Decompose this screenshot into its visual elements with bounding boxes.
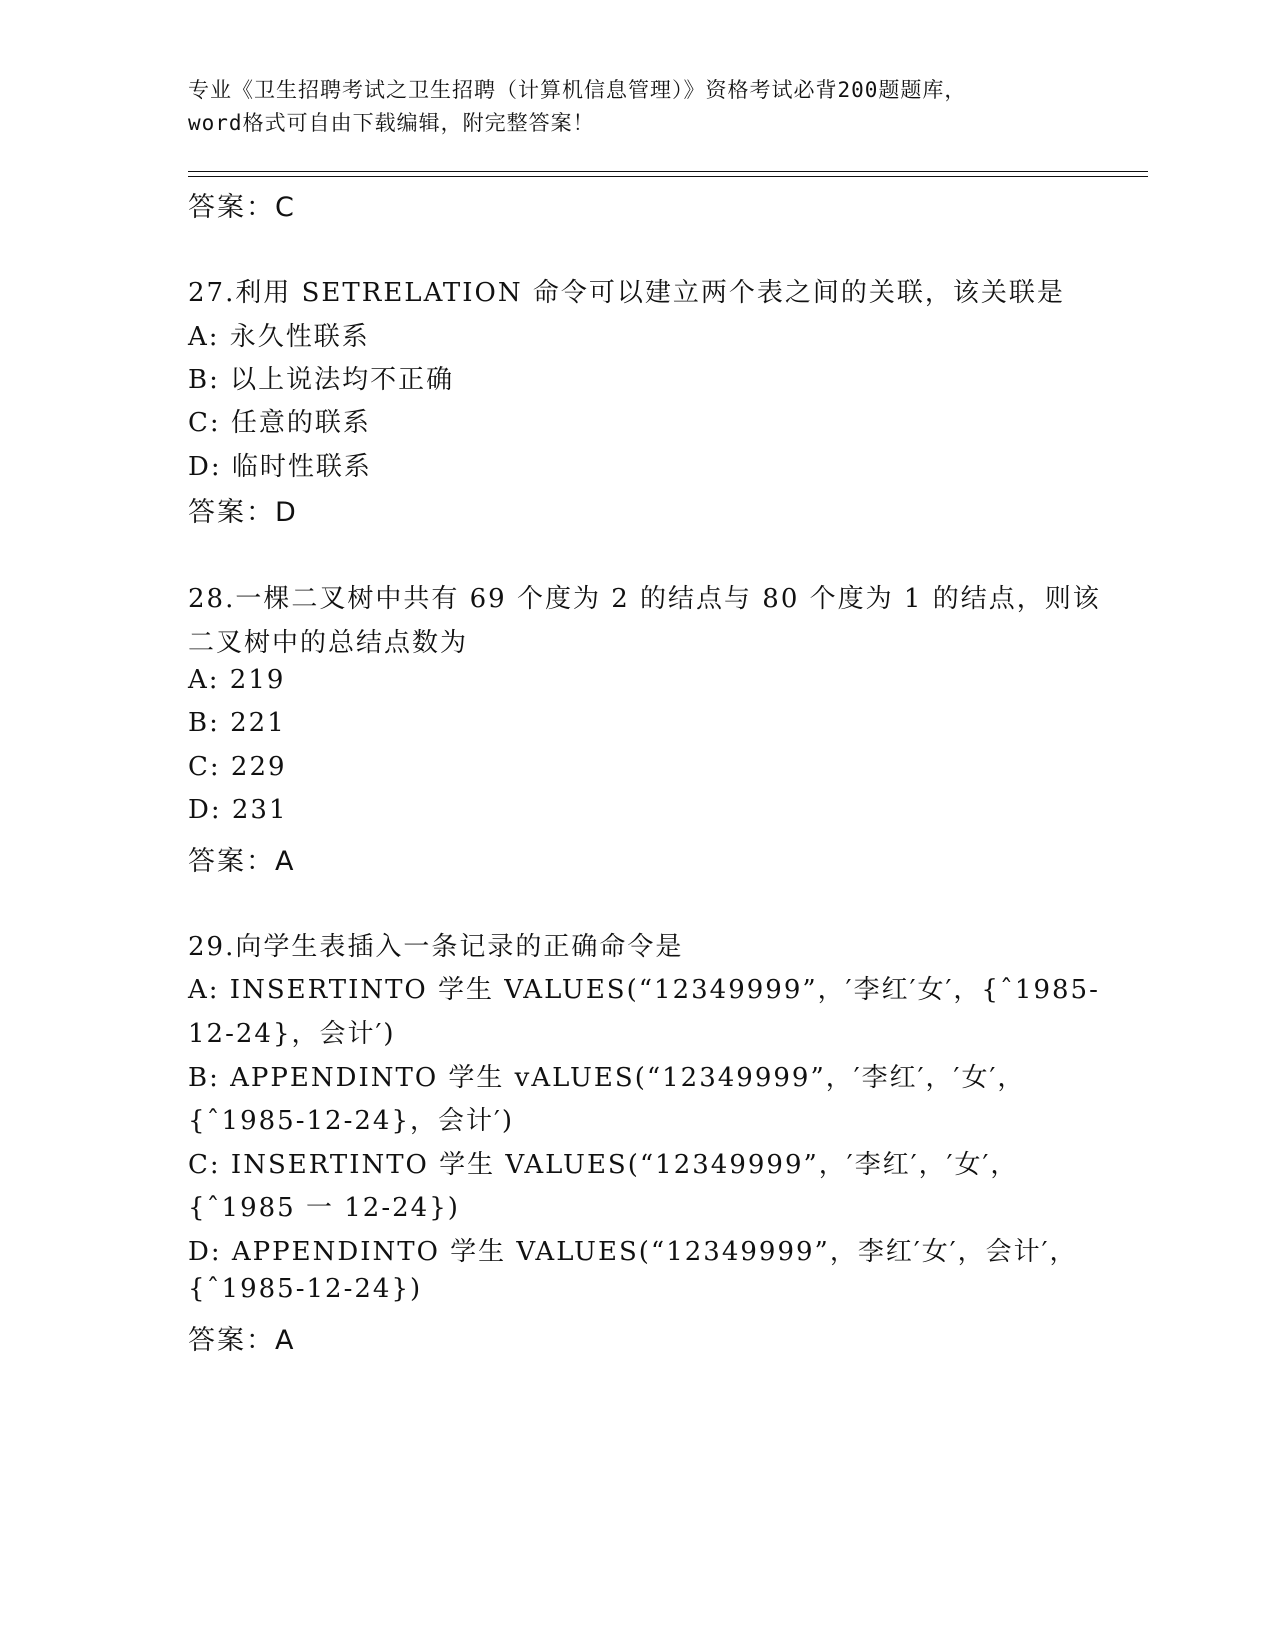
document-header xyxy=(188,74,1088,140)
answer-29: 答案：A xyxy=(188,1325,296,1356)
header-divider-bottom xyxy=(188,176,1148,177)
question-27-option-a: A: 永久性联系 xyxy=(188,322,370,352)
question-28-stem-line-1: 28.一棵二叉树中共有 69 个度为 2 的结点与 80 个度为 1 的结点，则该 xyxy=(188,584,1101,614)
question-29-option-c-line-1: C: INSERTINTO 学生 VALUES(“12349999”，′李红′，′女′， xyxy=(188,1150,1019,1180)
question-29-stem: 29.向学生表插入一条记录的正确命令是 xyxy=(188,932,684,962)
question-28-option-d: D: 231 xyxy=(188,795,288,825)
question-28-option-b: B: 221 xyxy=(188,708,286,738)
question-29-option-a-line-2: 12-24}，会计′) xyxy=(188,1019,396,1049)
question-29-option-c-line-2: {ˆ1985 一 12-24}) xyxy=(188,1193,460,1223)
question-29-option-a-line-1: A: INSERTINTO 学生 VALUES(“12349999”，′李红′女′，{ˆ1985- xyxy=(188,975,1100,1005)
question-29-option-b-line-2: {ˆ1985-12-24}，会计′) xyxy=(188,1106,515,1136)
answer-28: 答案：A xyxy=(188,846,296,877)
question-28-option-c: C: 229 xyxy=(188,752,287,782)
question-28-stem-line-2: 二叉树中的总结点数为 xyxy=(188,628,469,658)
header-line-1: 专业《卫生招聘考试之卫生招聘（计算机信息管理）》资格考试必背200题题库， xyxy=(188,78,967,102)
question-29-option-b-line-1: B: APPENDINTO 学生 vALUES(“12349999”，′李红′，′女′， xyxy=(188,1063,1026,1093)
answer-26: 答案：C xyxy=(188,192,296,223)
question-27-option-b: B: 以上说法均不正确 xyxy=(188,365,455,395)
question-29-option-d-line-1: D: APPENDINTO 学生 VALUES(“12349999”，李红′女′，会计′， xyxy=(188,1237,1078,1267)
header-divider-top xyxy=(188,171,1148,172)
question-28-option-a: A: 219 xyxy=(188,665,286,695)
question-27-option-c: C: 任意的联系 xyxy=(188,408,371,438)
question-27-stem: 27.利用 SETRELATION 命令可以建立两个表之间的关联，该关联是 xyxy=(188,278,1065,308)
header-line-2: word格式可自由下载编辑，附完整答案！ xyxy=(188,111,595,135)
question-29-option-d-line-2: {ˆ1985-12-24}) xyxy=(188,1274,423,1304)
question-27-option-d: D: 临时性联系 xyxy=(188,452,372,482)
answer-27: 答案：D xyxy=(188,497,298,528)
